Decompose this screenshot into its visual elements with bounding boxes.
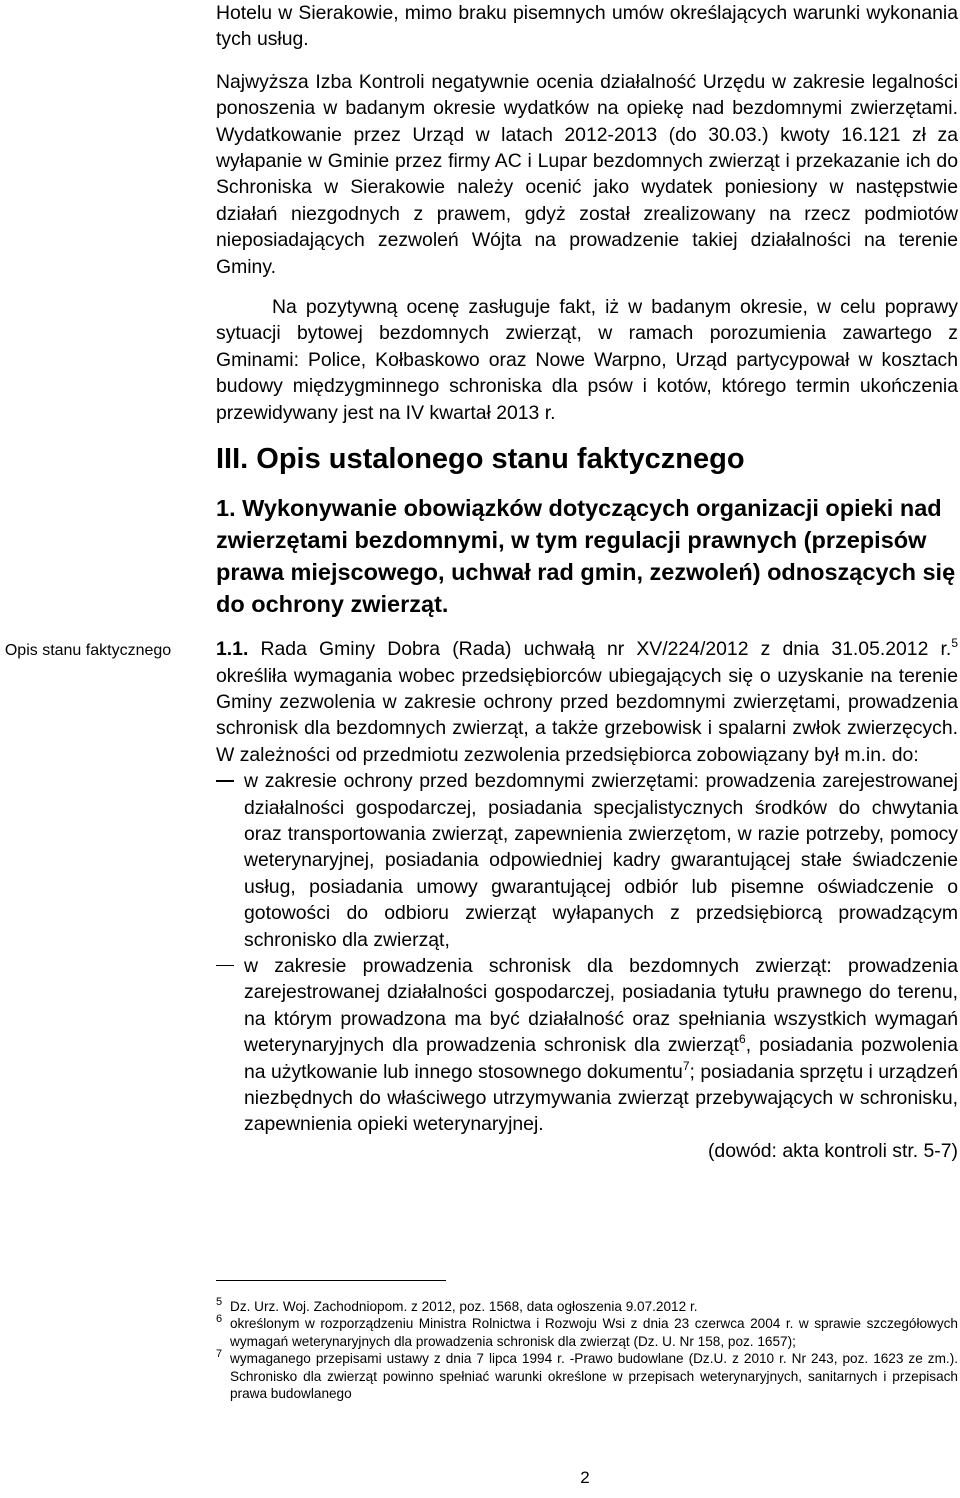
footnote <box>216 1298 958 1315</box>
footnote-text: określonym w rozporządzeniu Ministra Rolnictwa i Rozwoju Wsi z dnia 23 czerwca 2004 r. w sprawie szczegółowych wymagań weterynaryjnych dla prowadzenia schronisk dla zwierząt (Dz. U. Nr 158, poz. 1657); <box>230 1316 958 1349</box>
margin-note: Opis stanu faktycznego <box>4 642 172 659</box>
footnote <box>216 1350 958 1402</box>
footnote-number: 5 <box>216 1296 223 1308</box>
point-number: 1.1. <box>216 638 249 661</box>
footnote-text: wymaganego przepisami ustawy z dnia 7 lipca 1994 r. -Prawo budowlane (Dz.U. z 2010 r. Nr 243, poz. 1623 ze zm.). Schronisko dla zwierząt powinno spełniać warunki określone w przepisach weterynaryjnych, sanitarnych i przepisach prawa budowlanego <box>230 1351 958 1402</box>
footnote-ref-5: 5 <box>951 636 959 651</box>
page-number: 2 <box>580 1468 590 1487</box>
list-item <box>216 953 958 1138</box>
footnote-ref-7: 7 <box>682 1058 690 1073</box>
evidence-reference: (dowód: akta kontroli str. 5-7) <box>707 1139 958 1162</box>
point-text-body: określiła wymagania wobec przedsiębiorców ubiegających się o uzyskanie na terenie Gminy zezwolenia w zakresie ochrony przed bezdomnymi zwierzętami, prowadzenia schronisk dla bezdomnych zwierząt, a także grzebowisk i spalarni zwłok zwierzęcych. W zależności od przedmiotu zezwolenia przedsiębiorca zobowiązany był m.in. do: <box>216 664 958 766</box>
paragraph-continuation: Hotelu w Sierakowie, mimo braku pisemnych umów określających warunki wykonania tych usług. <box>216 2 958 51</box>
main-text-column <box>216 0 958 1164</box>
footnote-divider <box>216 1280 446 1281</box>
list-item-text-b: , posiadania pozwolenia na użytkowanie lub innego stosownego dokumentu <box>244 1034 958 1083</box>
list-item-text-a: w zakresie prowadzenia schronisk dla bezdomnych zwierząt: prowadzenia zarejestrowanej działalności gospodarczej, posiadania tytułu prawnego do terenu, na którym prowadzona ma być działalność oraz spełniania wszystkich wymagań weterynaryjnych dla prowadzenia schronisk dla zwierząt <box>244 954 958 1057</box>
list-item <box>216 768 958 953</box>
point-paragraph <box>216 636 958 768</box>
footnote <box>216 1315 958 1350</box>
footnote-number: 6 <box>216 1313 223 1326</box>
list-item-text-c: ; posiadania sprzętu i urządzeń niezbędnych do właściwego utrzymywania zwierząt przebywających w schronisku, zapewnienia opieki weterynaryjnej. <box>244 1060 959 1136</box>
section-heading: III. Opis ustalonego stanu faktycznego <box>216 443 745 476</box>
footnote-text: Dz. Urz. Woj. Zachodniopom. z 2012, poz. 1568, data ogłoszenia 9.07.2012 r. <box>230 1299 698 1314</box>
footnote-ref-6: 6 <box>739 1032 746 1047</box>
paragraph-positive-assessment: Na pozytywną ocenę zasługuje fakt, iż w badanym okresie, w celu poprawy sytuacji bytowej bezdomnych zwierząt, w ramach porozumienia zawartego z Gminami: Police, Kołbaskowo oraz Nowe Warpno, Urząd partycypował w kosztach budowy międzygminnego schroniska dla psów i kotów, którego termin ukończenia przewidywany jest na IV kwartał 2013 r. <box>216 296 958 424</box>
dash-bullet-icon <box>216 965 234 967</box>
requirements-list <box>216 768 958 1138</box>
point-text-lead: Rada Gminy Dobra (Rada) uchwałą nr XV/224/2012 z dnia 31.05.2012 r. <box>260 638 952 661</box>
dash-bullet-icon <box>216 780 234 782</box>
subsection-heading: 1. Wykonywanie obowiązków dotyczących organizacji opieki nad zwierzętami bezdomnymi, w tym regulacji prawnych (przepisów prawa miejscowego, uchwał rad gmin, zezwoleń) odnoszących się do ochrony zwierząt. <box>216 495 956 618</box>
footnotes <box>216 1298 958 1402</box>
list-item-text: w zakresie ochrony przed bezdomnymi zwierzętami: prowadzenia zarejestrowanej działalności gospodarczej, posiadania specjalistycznych środków do chwytania oraz transportowania zwierząt, zapewnienia zwierzętom, w razie potrzeby, pomocy weterynaryjnej, posiadania odpowiedniej kadry gwarantującej stałe świadczenie usług, posiadania umowy gwarantującej odbiór lub pisemne oświadczenie o gotowości do odbioru zwierząt wyłapanych z przedsiębiorcą prowadzącym schronisko dla zwierząt, <box>244 770 958 951</box>
footnote-number: 7 <box>216 1348 223 1361</box>
paragraph-negative-assessment: Najwyższa Izba Kontroli negatywnie ocenia działalność Urzędu w zakresie legalności ponoszenia w badanym okresie wydatków na opiekę nad bezdomnymi zwierzętami. Wydatkowanie przez Urząd w latach 2012-2013 (do 30.03.) kwoty 16.121 zł za wyłapanie w Gminie przez firmy AC i Lupar bezdomnych zwierząt i przekazanie ich do Schroniska w Sierakowie należy ocenić jako wydatek poniesiony w następstwie działań niezgodnych z prawem, gdyż został zrealizowany na rzecz podmiotów nieposiadających zezwoleń Wójta na prowadzenie takiej działalności na terenie Gminy. <box>216 70 958 278</box>
